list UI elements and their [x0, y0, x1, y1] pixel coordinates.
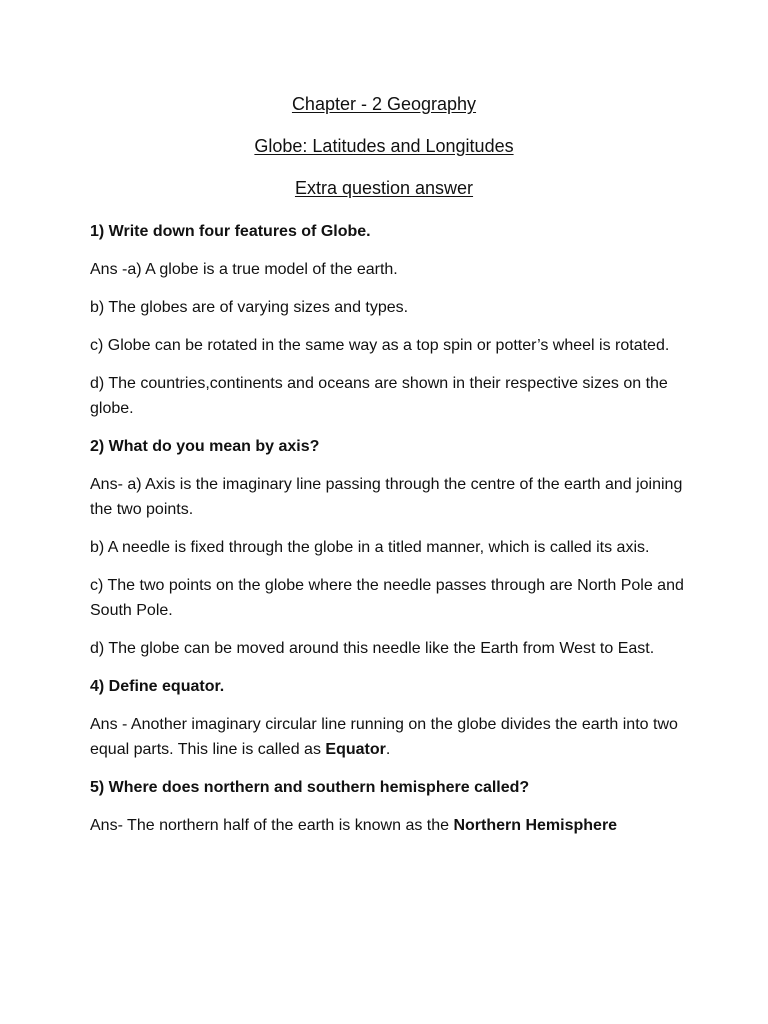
- answer-1b: b) The globes are of varying sizes and types.: [90, 299, 409, 316]
- answer-4-end: .: [385, 741, 391, 758]
- answer-2d: d) The globe can be moved around this needle like the Earth from West to East.: [90, 640, 655, 657]
- question-1: 1) Write down four features of Globe.: [90, 223, 371, 240]
- heading-block: [0, 92, 768, 218]
- document-body: [90, 219, 690, 851]
- answer-2a: Ans- a) Axis is the imaginary line passing through the centre of the earth and joining the two points.: [90, 476, 683, 518]
- answer-5-text: Ans- The northern half of the earth is known as the: [90, 817, 454, 834]
- page-subtitle: Extra question answer: [294, 178, 474, 198]
- answer-2c: c) The two points on the globe where the needle passes through are North Pole and South Pole.: [90, 577, 684, 619]
- answer-4: [90, 712, 690, 762]
- question-5: 5) Where does northern and southern hemisphere called?: [90, 779, 530, 796]
- answer-1d: d) The countries,continents and oceans are shown in their respective sizes on the globe.: [90, 375, 668, 417]
- answer-4-text: Ans - Another imaginary circular line running on the globe divides the earth into two equal parts. This line is called as: [90, 716, 678, 758]
- chapter-heading: Chapter - 2 Geography: [291, 94, 477, 114]
- answer-4-term: Equator: [325, 741, 386, 758]
- answer-1a: Ans -a) A globe is a true model of the earth.: [90, 261, 398, 278]
- answer-5-term: Northern Hemisphere: [453, 817, 618, 834]
- answer-5: [90, 813, 690, 838]
- question-2: 2) What do you mean by axis?: [90, 438, 320, 455]
- page-title: Globe: Latitudes and Longitudes: [254, 136, 514, 156]
- answer-1c: c) Globe can be rotated in the same way as a top spin or potter’s wheel is rotated.: [90, 337, 670, 354]
- question-4: 4) Define equator.: [90, 678, 225, 695]
- answer-2b: b) A needle is fixed through the globe in a titled manner, which is called its axis.: [90, 539, 650, 556]
